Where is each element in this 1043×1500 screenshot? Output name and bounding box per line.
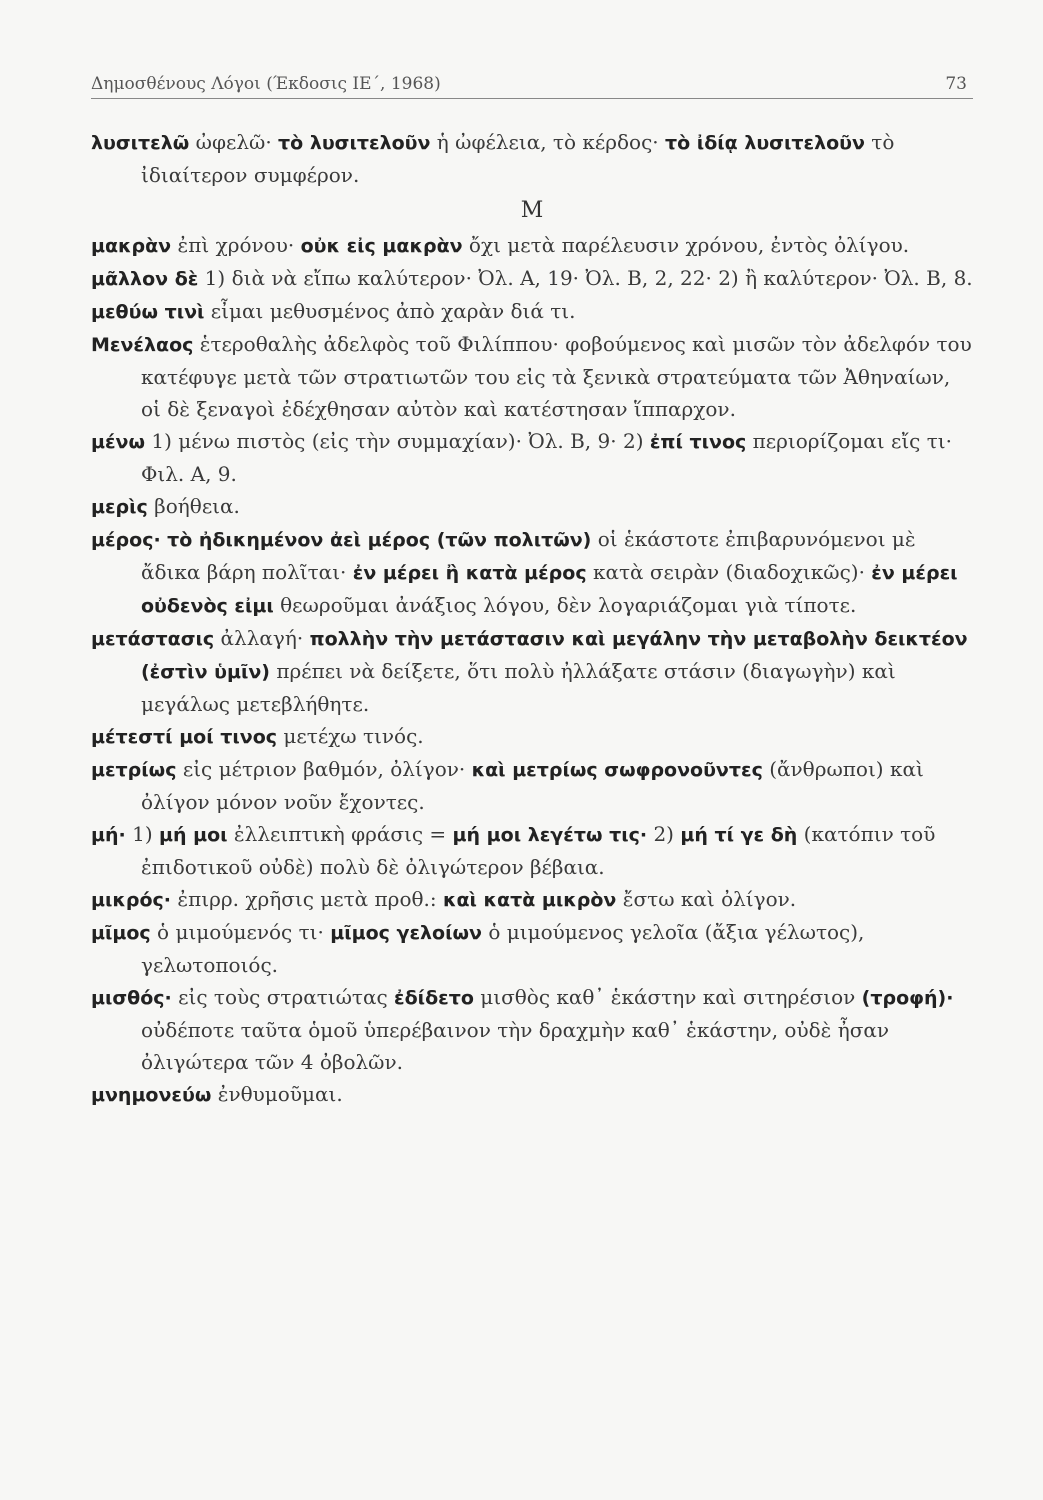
entry-headword: μέρος· — [91, 529, 161, 551]
entry-headword: Μενέλαος — [91, 334, 194, 356]
glossary-entry: μῖμος ὁ μιμούμενός τι· μῖμος γελοίων ὁ μιμούμενος γελοῖα (ἄξια γέλωτος), γελωτοποιός. — [91, 920, 865, 977]
glossary-entry: μεθύω τινὶ εἶμαι μεθυσμένος ἀπὸ χαρὰν διά τι. — [91, 299, 576, 323]
glossary-entry: μᾶλλον δὲ 1) διὰ νὰ εἴπω καλύτερον· Ὀλ. Α, 19· Ὀλ. Β, 2, 22· 2) ἢ καλύτερον· Ὀλ. Β, 8. — [91, 266, 973, 290]
glossary-entry: μή· 1) μή μοι ἐλλειπτικὴ φράσις = μή μοι λεγέτω τις· 2) μή τί γε δὴ (κατόπιν τοῦ ἐπιδοτικοῦ οὐδὲ) πολὺ δὲ ὀλιγώτερον βέβαια. — [91, 822, 936, 879]
entry-headword: μακρὰν — [91, 235, 172, 257]
entry-headword: μένω — [91, 431, 146, 453]
header-title: Δημοσθένους Λόγοι (Έκδοσις ΙΕ΄, 1968) — [91, 74, 441, 94]
glossary-body — [91, 126, 973, 1111]
entry-headword: μέτεστί μοί τινος — [91, 726, 278, 748]
entry-headword: μετάστασις — [91, 628, 215, 650]
entry-headword: μισθός· — [91, 987, 172, 1009]
glossary-entry: μετρίως εἰς μέτριον βαθμόν, ὀλίγον· καὶ μετρίως σωφρονοῦντες (ἄνθρωποι) καὶ ὀλίγον μόνον νοῦν ἔχοντες. — [91, 757, 924, 814]
page-number: 73 — [945, 74, 967, 94]
entry-headword: μεθύω τινὶ — [91, 301, 205, 323]
glossary-entry: Μενέλαος ἑτεροθαλὴς ἀδελφὸς τοῦ Φιλίππου· φοβούμενος καὶ μισῶν τὸν ἀδελφόν του κατέφυγε μετὰ τῶν στρατιωτῶν του εἰς τὰ ξενικὰ στρατεύματα τῶν Ἀθηναίων, οἱ δὲ ξεναγοὶ ἐδέχθησαν αὐτὸν καὶ κατέστησαν ἵππαρχον. — [91, 332, 972, 421]
entry-headword: μῖμος — [91, 922, 151, 944]
running-header — [91, 74, 973, 99]
glossary-entry: μνημονεύω ἐνθυμοῦμαι. — [91, 1082, 343, 1106]
entry-headword: λυσιτελῶ — [91, 132, 190, 154]
glossary-entry: μέτεστί μοί τινος μετέχω τινός. — [91, 724, 424, 748]
glossary-entry: μικρός· ἐπιρρ. χρῆσις μετὰ προθ.: καὶ κατὰ μικρὸν ἔστω καὶ ὀλίγον. — [91, 887, 797, 911]
glossary-entry: μισθός· εἰς τοὺς στρατιώτας ἐδίδετο μισθὸς καθ᾽ ἑκάστην καὶ σιτηρέσιον (τροφή)· οὐδέποτε ταῦτα ὁμοῦ ὑπερέβαινον τὴν δραχμὴν καθ᾽ ἑκάστην, οὐδὲ ἦσαν ὀλιγώτερα τῶν 4 ὀβολῶν. — [91, 985, 954, 1074]
glossary-entry: μακρὰν ἐπὶ χρόνου· οὐκ εἰς μακρὰν ὄχι μετὰ παρέλευσιν χρόνου, ἐντὸς ὀλίγου. — [91, 233, 910, 257]
glossary-entry: μετάστασις ἀλλαγή· πολλὴν τὴν μετάστασιν καὶ μεγάλην τὴν μεταβολὴν δεικτέον (ἐστὶν ὑμῖν) πρέπει νὰ δείξετε, ὅτι πολὺ ἠλλάξατε στάσιν (διαγωγὴν) καὶ μεγάλως μετεβλήθητε. — [91, 626, 968, 716]
entry-headword: μή· — [91, 824, 126, 846]
glossary-entry: μέρος· τὸ ἠδικημένον ἀεὶ μέρος (τῶν πολιτῶν) οἱ ἑκάστοτε ἐπιβαρυνόμενοι μὲ ἄδικα βάρη πολῖται· ἐν μέρει ἢ κατὰ μέρος κατὰ σειρὰν (διαδοχικῶς)· ἐν μέρει οὐδενὸς εἰμι θεωροῦμαι ἀνάξιος λόγου, δὲν λογαριάζομαι γιὰ τίποτε. — [91, 527, 958, 617]
entry-headword: μερὶς — [91, 496, 148, 518]
section-letter: Μ — [520, 198, 544, 223]
entry-headword: μετρίως — [91, 759, 177, 781]
glossary-entry: λυσιτελῶ ὠφελῶ· τὸ λυσιτελοῦν ἡ ὠφέλεια, τὸ κέρδος· τὸ ἰδίᾳ λυσιτελοῦν τὸ ἰδιαίτερον συμφέρον. — [91, 130, 895, 187]
glossary-entry: μένω 1) μένω πιστὸς (εἰς τὴν συμμαχίαν)· Ὀλ. Β, 9· 2) ἐπί τινος περιορίζομαι εἴς τι· Φιλ. Α, 9. — [91, 429, 952, 486]
entry-headword: μᾶλλον δὲ — [91, 268, 199, 290]
entry-headword: μικρός· — [91, 889, 172, 911]
glossary-entry: μερὶς βοήθεια. — [91, 494, 240, 518]
entry-headword: μνημονεύω — [91, 1084, 212, 1106]
